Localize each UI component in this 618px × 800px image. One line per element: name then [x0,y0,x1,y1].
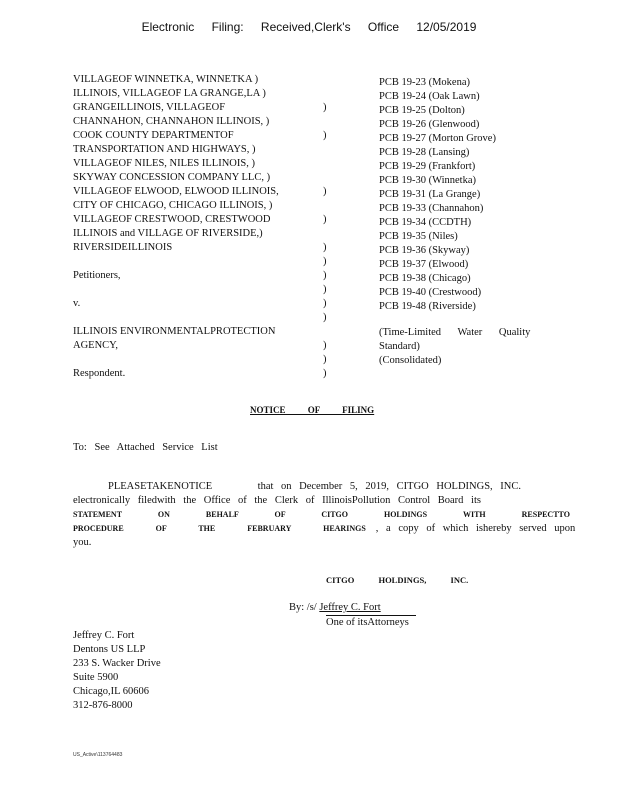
case-number: PCB 19-48 (Riverside) [379,301,476,312]
case-type: Standard) [379,341,420,352]
to-line: To: See Attached Service List [73,442,218,453]
signature-by-line [289,601,381,615]
case-number: PCB 19-37 (Elwood) [379,259,469,270]
case-number: PCB 19-26 (Glenwood) [379,119,480,130]
case-number: PCB 19-35 (Niles) [379,231,458,242]
case-number: PCB 19-36 (Skyway) [379,245,470,256]
notice-title: NOTICE OF FILING [250,405,375,415]
caption-line: AGENCY, [73,340,119,351]
caption-line: VILLAGEOF CRESTWOOD, CRESTWOOD [73,214,271,225]
case-numbers-list [379,76,529,368]
caption-line: GRANGEILLINOIS, VILLAGEOF [73,102,226,113]
case-number: PCB 19-24 (Oak Lawn) [379,91,480,102]
caption-line: RIVERSIDEILLINOIS [73,242,173,253]
caption-line: ILLINOIS, VILLAGEOF LA GRANGE,LA ) [73,88,266,99]
address-line: Dentons US LLP [73,644,146,655]
address-line: Suite 5900 [73,672,119,683]
document-title: STATEMENT ON BEHALF OF CITGO HOLDINGS WITH RESPECTTO [73,510,570,519]
signature-name: Jeffrey C. Fort [319,602,381,613]
case-number: PCB 19-38 (Chicago) [379,273,471,284]
caption-line [73,283,333,297]
caption-line: VILLAGEOF WINNETKA, WINNETKA ) [73,74,259,85]
address-line: Chicago,IL 60606 [73,686,150,697]
case-number: PCB 19-33 (Channahon) [379,203,484,214]
by-label: By: /s/ [289,602,317,613]
caption-line: VILLAGEOF ELWOOD, ELWOOD ILLINOIS, [73,186,279,197]
caption-line: CHANNAHON, CHANNAHON ILLINOIS, ) [73,116,270,127]
case-number: PCB 19-34 (CCDTH) [379,217,472,228]
petitioners-label: Petitioners, [73,270,121,281]
case-type: (Time-Limited Water Quality [379,327,531,338]
caption-line: COOK COUNTY DEPARTMENTOF [73,130,234,141]
case-number: PCB 19-25 (Dolton) [379,105,465,116]
document-title: PROCEDURE OF THE FEBRUARY HEARINGS [73,524,366,533]
case-number: PCB 19-31 (La Grange) [379,189,481,200]
case-number: PCB 19-23 (Mokena) [379,77,470,88]
notice-text: , a copy of which ishereby served upon [375,523,576,534]
caption-line: SKYWAY CONCESSION COMPANY LLC, ) [73,172,271,183]
signature-company: CITGO HOLDINGS, INC. [326,575,469,585]
attorney-address [73,629,161,713]
notice-body [73,480,576,550]
case-number: PCB 19-27 (Morton Grove) [379,133,496,144]
filing-stamp-header: Electronic Filing: Received,Clerk's Office 12/05/2019 [141,20,477,34]
notice-lead: PLEASETAKENOTICE [108,481,213,492]
respondent-label: Respondent. [73,368,126,379]
case-number: PCB 19-28 (Lansing) [379,147,470,158]
caption-line: ILLINOIS ENVIRONMENTALPROTECTION [73,326,276,337]
caption-line [73,353,333,367]
notice-text: electronically filedwith the Office of the Clerk of IllinoisPollution Control Board its [73,495,481,506]
address-line: 233 S. Wacker Drive [73,658,161,669]
notice-text: you. [73,537,92,548]
case-number: PCB 19-30 (Winnetka) [379,175,476,186]
caption-line: VILLAGEOF NILES, NILES ILLINOIS, ) [73,158,255,169]
case-type: (Consolidated) [379,355,442,366]
case-number: PCB 19-29 (Frankfort) [379,161,476,172]
caption-line: ILLINOIS and VILLAGE OF RIVERSIDE,) [73,228,263,239]
address-line: Jeffrey C. Fort [73,630,135,641]
address-line: 312-876-8000 [73,700,133,711]
caption-line [73,311,333,325]
caption-line: TRANSPORTATION AND HIGHWAYS, ) [73,144,256,155]
document-id-footer: US_Active\113764483 [73,752,123,758]
notice-text: that on December 5, 2019, CITGO HOLDINGS, INC. [257,481,521,492]
caption-line: CITY OF CHICAGO, CHICAGO ILLINOIS, ) [73,200,273,211]
caption-line [73,255,333,269]
versus-label: v. [73,298,81,309]
caption-paren-column: ) ) ) ) ) ) ) ) ) ) ) ) ) [323,102,327,379]
case-caption-parties [73,73,333,381]
case-number: PCB 19-40 (Crestwood) [379,287,482,298]
signature-role: One of itsAttorneys [326,615,416,630]
